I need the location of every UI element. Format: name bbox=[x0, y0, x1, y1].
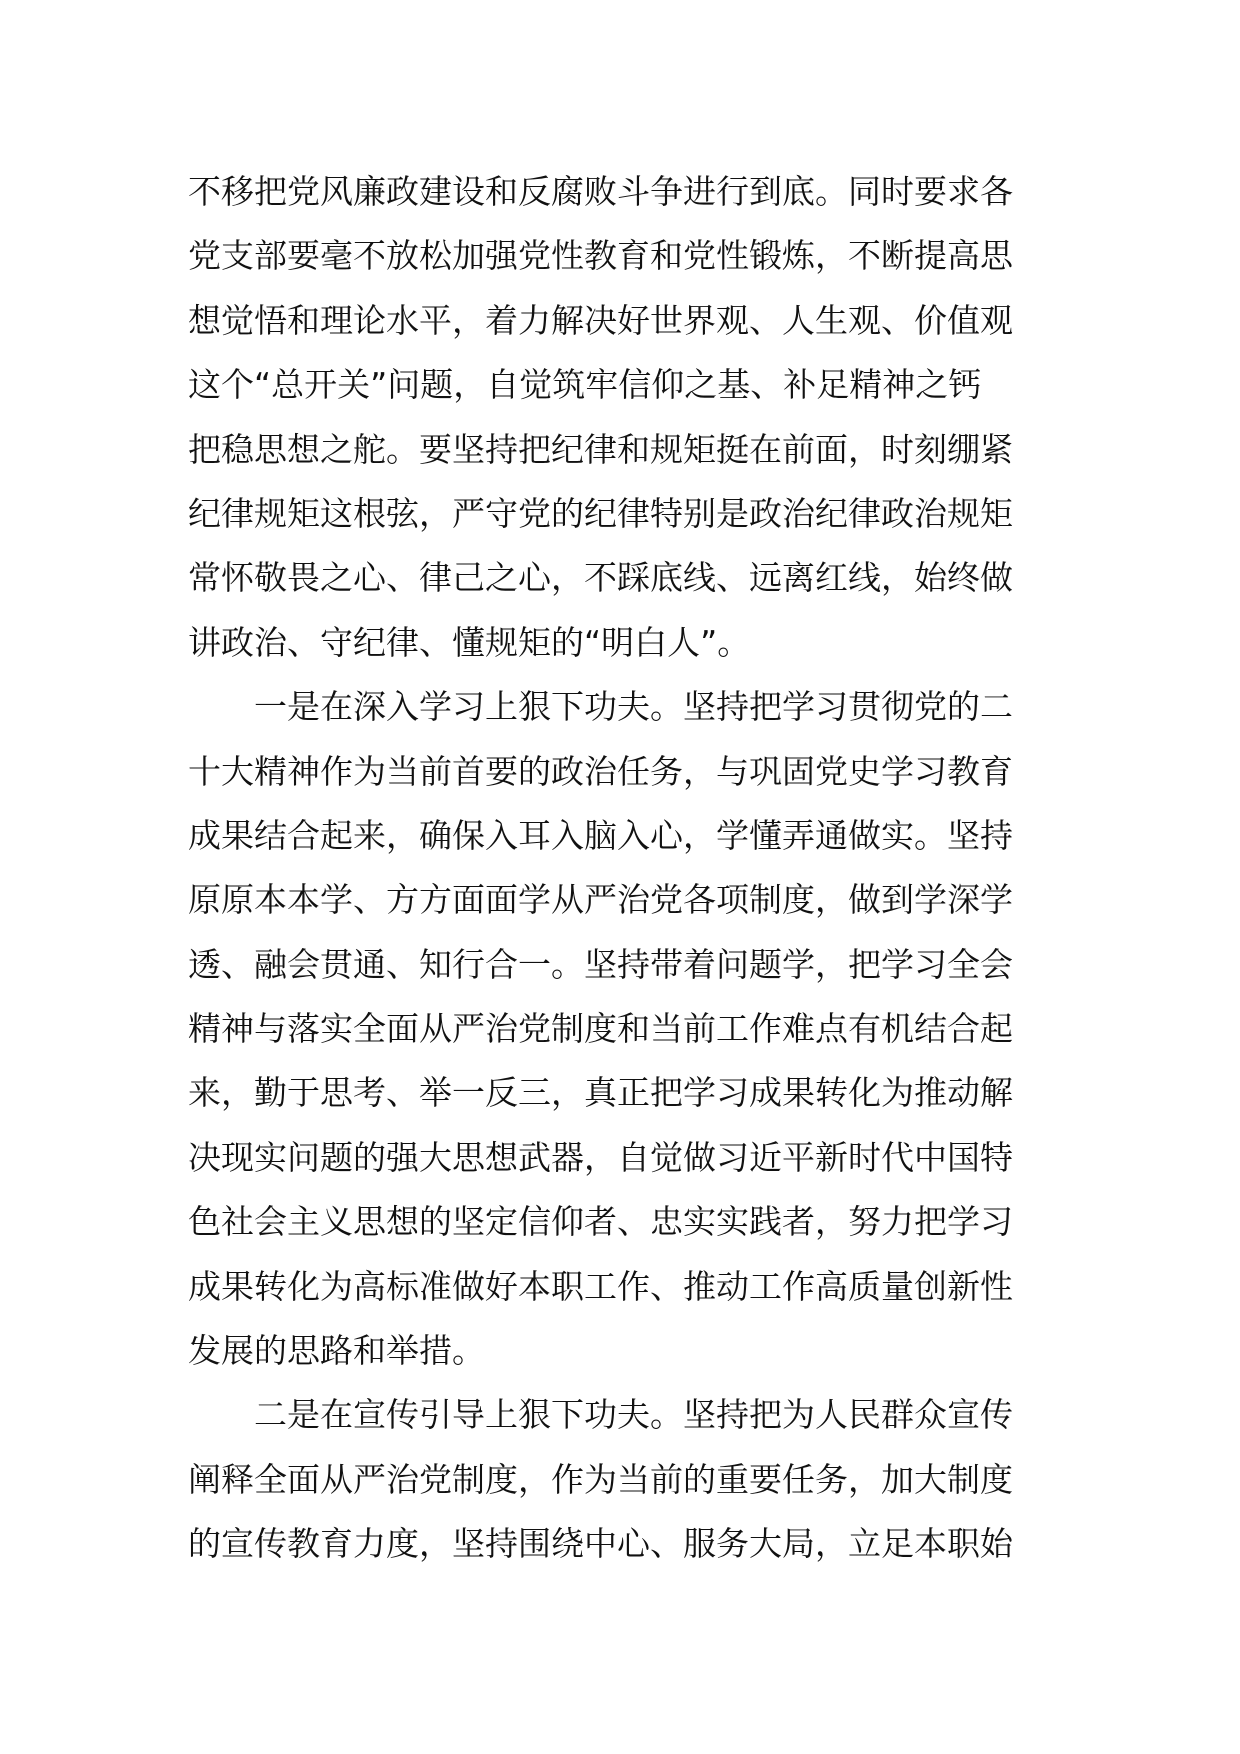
text-line: 成果转化为高标准做好本职工作、推动工作高质量创新性 bbox=[188, 1266, 1013, 1306]
paragraph-first-line: 二是在宣传引导上狠下功夫。坚持把为人民群众宣传 bbox=[254, 1395, 1013, 1435]
text-line: 党支部要毫不放松加强党性教育和党性锻炼，不断提高思 bbox=[188, 236, 1013, 276]
text-line: 来，勤于思考、举一反三，真正把学习成果转化为推动解 bbox=[188, 1073, 1013, 1113]
text-line: 精神与落实全面从严治党制度和当前工作难点有机结合起 bbox=[188, 1009, 1013, 1049]
text-line: 阐释全面从严治党制度，作为当前的重要任务，加大制度 bbox=[188, 1459, 1013, 1499]
text-line: 常怀敬畏之心、律己之心，不踩底线、远离红线，始终做 bbox=[188, 558, 1013, 598]
text-line: 色社会主义思想的坚定信仰者、忠实实践者，努力把学习 bbox=[188, 1202, 1013, 1242]
text-line: 想觉悟和理论水平，着力解决好世界观、人生观、价值观 bbox=[188, 300, 1013, 340]
text-line: 这个“总开关”问题，自觉筑牢信仰之基、补足精神之钙 bbox=[188, 365, 982, 405]
text-line: 讲政治、守纪律、懂规矩的“明白人”。 bbox=[188, 622, 751, 662]
text-line: 不移把党风廉政建设和反腐败斗争进行到底。同时要求各 bbox=[188, 172, 1013, 211]
text-line: 发展的思路和举措。 bbox=[188, 1331, 485, 1371]
text-line: 的宣传教育力度，坚持围绕中心、服务大局，立足本职始 bbox=[188, 1524, 1013, 1564]
text-line: 原原本本学、方方面面学从严治党各项制度，做到学深学 bbox=[188, 880, 1013, 920]
text-line: 纪律规矩这根弦，严守党的纪律特别是政治纪律政治规矩 bbox=[188, 493, 1013, 533]
text-line: 十大精神作为当前首要的政治任务，与巩固党史学习教育 bbox=[188, 751, 1013, 791]
body-text bbox=[188, 160, 1058, 1577]
paragraph-first-line: 一是在深入学习上狠下功夫。坚持把学习贯彻党的二 bbox=[254, 687, 1013, 727]
text-line: 透、融会贯通、知行合一。坚持带着问题学，把学习全会 bbox=[188, 944, 1013, 984]
text-line: 成果结合起来，确保入耳入脑入心，学懂弄通做实。坚持 bbox=[188, 815, 1013, 855]
text-line: 把稳思想之舵。要坚持把纪律和规矩挺在前面，时刻绷紧 bbox=[188, 429, 1013, 469]
text-line: 决现实问题的强大思想武器，自觉做习近平新时代中国特 bbox=[188, 1137, 1013, 1177]
